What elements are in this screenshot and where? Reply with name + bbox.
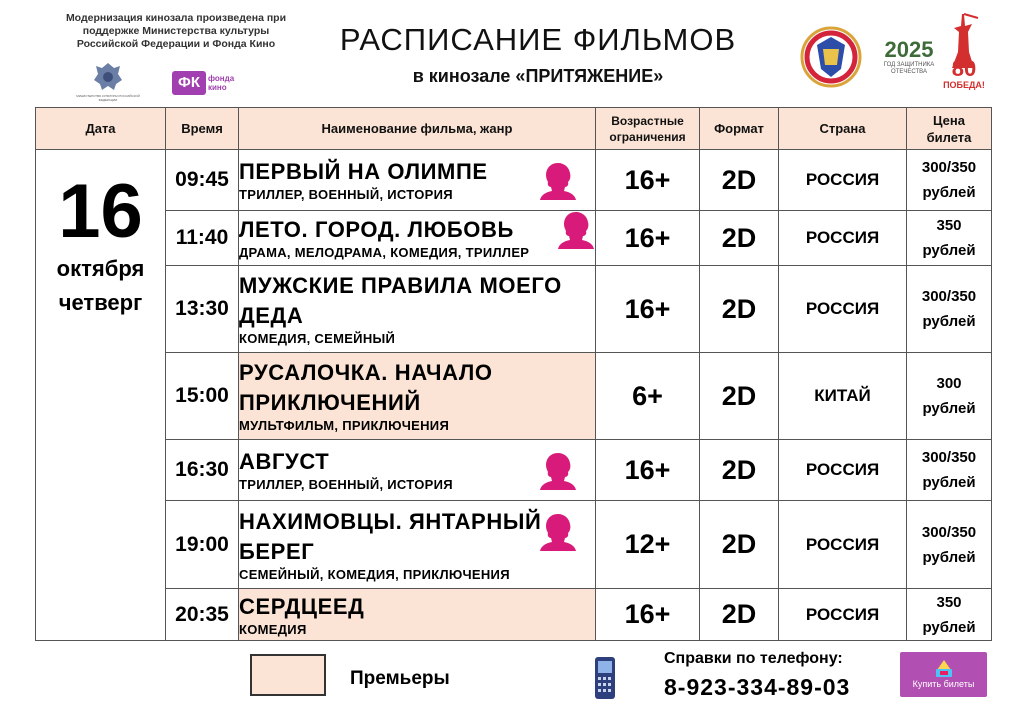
film-genre: ТРИЛЛЕР, ВОЕННЫЙ, ИСТОРИЯ — [239, 187, 453, 202]
ticket-price-cell — [907, 266, 992, 353]
age-rating: 12+ — [596, 501, 700, 589]
victory-80-logo-icon — [942, 12, 986, 94]
film-country: РОССИЯ — [779, 150, 907, 211]
ticket-price-unit: рублей — [922, 400, 976, 417]
cinema-logo-icon — [797, 25, 865, 94]
table-row — [36, 211, 992, 266]
ticket-price-cell — [907, 211, 992, 266]
film-format: 2D — [700, 266, 779, 353]
showtime: 11:40 — [166, 211, 239, 266]
pushkin-card-icon — [555, 209, 597, 251]
victory-number: 80 — [951, 56, 977, 81]
film-format: 2D — [700, 589, 779, 641]
film-country: РОССИЯ — [779, 589, 907, 641]
page-title: РАСПИСАНИЕ ФИЛЬМОВ — [339, 22, 737, 57]
column-header-price: Цена билета — [907, 108, 992, 150]
premiere-legend-swatch — [250, 654, 326, 696]
table-row — [36, 150, 992, 211]
ticket-price-unit: рублей — [922, 474, 976, 491]
ministry-logo-text: МИНИСТЕРСТВО КУЛЬТУРЫ РОССИЙСКОЙ ФЕДЕРАЦИИ — [76, 94, 140, 102]
ticket-price: 300/350 — [921, 288, 977, 305]
date-cell — [36, 150, 166, 641]
pushkin-card-icon — [537, 511, 579, 553]
table-row — [36, 589, 992, 641]
table-row — [36, 440, 992, 501]
column-header-title: Наименование фильма, жанр — [239, 108, 596, 150]
ticket-price: 350 — [936, 593, 962, 611]
ticket-price-cell — [907, 150, 992, 211]
year-logo-caption: ГОД ЗАЩИТНИКА ОТЕЧЕСТВА — [883, 62, 935, 75]
fk-logo-text: фонда кино — [208, 74, 235, 92]
film-genre: КОМЕДИЯ — [239, 621, 307, 637]
date-day: 16 — [58, 169, 143, 254]
ticket-price: 300 — [936, 375, 962, 392]
film-format: 2D — [700, 440, 779, 501]
fk-logo — [172, 71, 238, 95]
ticket-price-cell — [907, 501, 992, 589]
film-format: 2D — [700, 353, 779, 440]
film-country: РОССИЯ — [779, 501, 907, 589]
ticket-icon — [933, 658, 955, 678]
film-cell — [239, 353, 596, 440]
date-month: октября — [56, 256, 145, 281]
column-header-age: Возрастные ограничения — [596, 108, 700, 150]
ticket-price-cell — [907, 589, 992, 641]
film-format: 2D — [700, 211, 779, 266]
ministry-emblem-icon — [76, 60, 140, 102]
age-rating: 16+ — [596, 589, 700, 641]
table-row — [36, 353, 992, 440]
year-logo-number: 2025 — [884, 37, 934, 62]
film-cell — [239, 211, 596, 266]
showtime: 13:30 — [166, 266, 239, 353]
film-title: СЕРДЦЕЕД — [239, 593, 365, 619]
ticket-price: 350 — [936, 217, 962, 234]
buy-tickets-button[interactable] — [900, 652, 987, 697]
film-cell — [239, 589, 596, 641]
phone-number: 8-923-334-89-03 — [664, 674, 851, 700]
ticket-price-unit: рублей — [922, 242, 976, 259]
ticket-price-unit: рублей — [922, 618, 976, 636]
gov-note-line: Российской Федерации и Фонда Кино — [76, 38, 276, 50]
film-country: КИТАЙ — [779, 353, 907, 440]
ticket-price-unit: рублей — [922, 313, 976, 330]
pushkin-card-icon — [537, 160, 579, 202]
film-country: РОССИЯ — [779, 211, 907, 266]
date-weekday: четверг — [58, 290, 143, 315]
ticket-price: 300/350 — [921, 449, 977, 466]
showtime: 19:00 — [166, 501, 239, 589]
film-cell — [239, 440, 596, 501]
column-header-date: Дата — [36, 108, 166, 150]
ticket-price: 300/350 — [921, 523, 977, 541]
fk-logo-icon: ФК — [172, 71, 206, 95]
ticket-price-unit: рублей — [922, 548, 976, 566]
premiere-legend-label: Премьеры — [350, 668, 450, 689]
film-format: 2D — [700, 150, 779, 211]
film-genre: СЕМЕЙНЫЙ, КОМЕДИЯ, ПРИКЛЮЧЕНИЯ — [239, 566, 510, 582]
age-rating: 16+ — [596, 150, 700, 211]
gov-note-line: поддержке Министерства культуры — [82, 25, 270, 37]
film-genre: ТРИЛЛЕР, ВОЕННЫЙ, ИСТОРИЯ — [239, 477, 453, 492]
mobile-phone-icon — [592, 656, 618, 705]
film-country: РОССИЯ — [779, 266, 907, 353]
ticket-price-cell — [907, 440, 992, 501]
film-title: МУЖСКИЕ ПРАВИЛА МОЕГО ДЕДА — [239, 273, 562, 328]
ministry-support-note — [40, 12, 312, 51]
film-title: АВГУСТ — [239, 449, 330, 474]
film-title: НАХИМОВЦЫ. ЯНТАРНЫЙ БЕРЕГ — [239, 508, 542, 564]
film-cell — [239, 501, 596, 589]
showtime: 16:30 — [166, 440, 239, 501]
pushkin-card-icon — [537, 450, 579, 492]
film-format: 2D — [700, 501, 779, 589]
ticket-price-unit: рублей — [922, 184, 976, 201]
ticket-price-cell — [907, 353, 992, 440]
age-rating: 16+ — [596, 266, 700, 353]
buy-tickets-label: Купить билеты — [912, 679, 975, 689]
table-row — [36, 501, 992, 589]
film-genre: ДРАМА, МЕЛОДРАМА, КОМЕДИЯ, ТРИЛЛЕР — [239, 245, 530, 260]
film-title: ПЕРВЫЙ НА ОЛИМПЕ — [239, 159, 488, 184]
page-subtitle: в кинозале «ПРИТЯЖЕНИЕ» — [412, 66, 664, 86]
victory-word: ПОБЕДА! — [943, 80, 985, 90]
table-row — [36, 266, 992, 353]
age-rating: 16+ — [596, 440, 700, 501]
gov-note-line: Модернизация кинозала произведена при — [65, 12, 287, 24]
showtime: 09:45 — [166, 150, 239, 211]
film-genre: МУЛЬТФИЛЬМ, ПРИКЛЮЧЕНИЯ — [239, 418, 450, 433]
column-header-time: Время — [166, 108, 239, 150]
film-title: ЛЕТО. ГОРОД. ЛЮБОВЬ — [239, 217, 514, 242]
age-rating: 16+ — [596, 211, 700, 266]
film-genre: КОМЕДИЯ, СЕМЕЙНЫЙ — [239, 331, 396, 346]
schedule-table — [35, 107, 992, 641]
phone-info-title: Справки по телефону: — [664, 650, 843, 667]
column-header-country: Страна — [779, 108, 907, 150]
showtime: 15:00 — [166, 353, 239, 440]
table-header-row — [36, 108, 992, 150]
film-country: РОССИЯ — [779, 440, 907, 501]
ticket-price: 300/350 — [921, 159, 977, 176]
film-cell — [239, 266, 596, 353]
film-title: РУСАЛОЧКА. НАЧАЛО ПРИКЛЮЧЕНИЙ — [239, 360, 493, 415]
year-2025-logo-icon — [882, 38, 936, 76]
showtime: 20:35 — [166, 589, 239, 641]
column-header-format: Формат — [700, 108, 779, 150]
film-cell — [239, 150, 596, 211]
age-rating: 6+ — [596, 353, 700, 440]
